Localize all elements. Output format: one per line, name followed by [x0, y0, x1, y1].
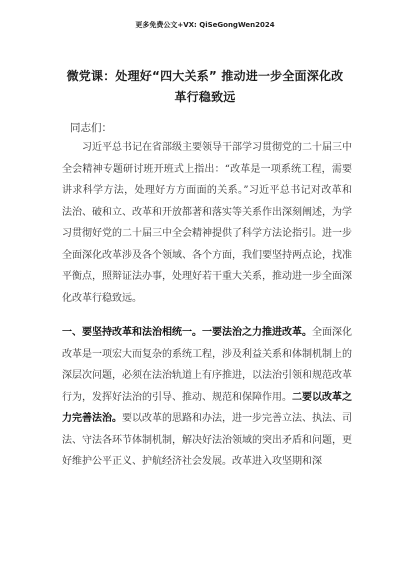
paragraph-section-one — [62, 322, 352, 473]
point-two-lead: 二要以改革之力完善法治。 — [62, 391, 352, 424]
point-one-lead: 一要法治之力推进改革。 — [202, 327, 312, 338]
salutation: 同志们： — [70, 122, 112, 134]
document-title: 微党课：处理好“四大关系” 推动进一步全面深化改革行稳致远 — [66, 69, 344, 104]
section-heading: 一、要坚持改革和法治相统一。 — [62, 327, 202, 338]
header-note: 更多免费公文+VX: QiSeGongWen2024 — [135, 21, 275, 29]
paragraph-intro: 习近平总书记在省部级主要领导干部学习贯彻党的二十届三中全会精神专题研讨班开班式上指出：“改革是一项系统工程，需要讲求科学方法，处理好方方面面的关系。”习近平总书记对改革和法治、破和立、改革和开放都著和落实等关系作出深刻阐述，为学习贯彻好党的二十届三中全会精神提供了科学方法论指引。进一步全面深化改革涉及各个领域、各个方面，我们要坚持两点论，找准平衡点，照辩证法办事，处理好若干重大关系，推动进一步全面深化改革行稳致远。 — [62, 142, 352, 304]
point-two-text: 要以改革的思路和办法，进一步完善立法、执法、司法、守法各环节体制机制，解决好法治领域的突出矛盾和问题，更好维护公平正义、护航经济社会发展。改革进入攻坚期和深 — [62, 413, 352, 467]
point-one-text: 全面深化改革是一项宏大而复杂的系统工程，涉及利益关系和体制机制上的深层次问题，必须在法治轨道上有序推进，以法治引领和规范改革行为，发挥好法治的引导、推动、规范和保障作用。 — [62, 327, 352, 403]
